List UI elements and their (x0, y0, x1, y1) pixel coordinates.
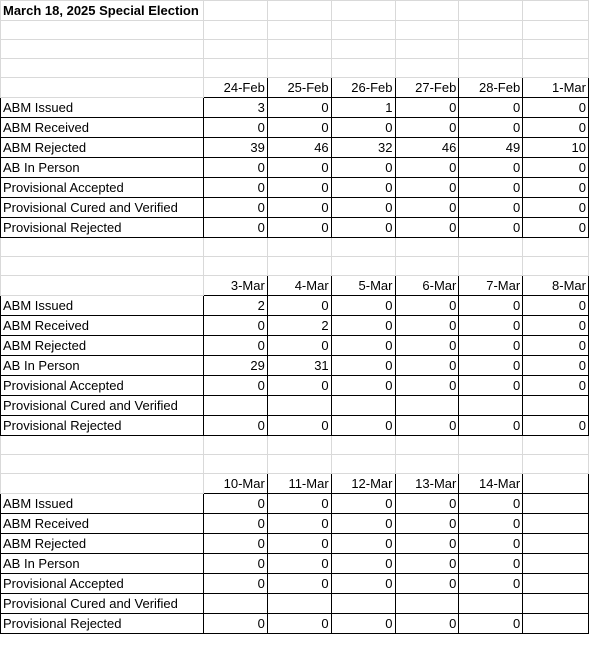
data-row (1, 178, 589, 198)
value-cell[interactable]: 0 (523, 198, 589, 218)
value-cell[interactable]: 0 (331, 336, 395, 356)
value-cell[interactable]: 0 (523, 178, 589, 198)
date-header[interactable]: 28-Feb (459, 78, 523, 98)
empty-cell[interactable] (331, 21, 395, 40)
date-header[interactable]: 12-Mar (331, 474, 395, 494)
value-cell[interactable]: 0 (203, 218, 267, 238)
row-label[interactable]: ABM Received (1, 514, 204, 534)
empty-cell[interactable] (203, 594, 267, 614)
row-label[interactable]: ABM Issued (1, 296, 204, 316)
value-cell[interactable]: 29 (203, 356, 267, 376)
value-cell[interactable]: 0 (395, 198, 459, 218)
blank-row (1, 59, 589, 78)
value-cell[interactable]: 0 (203, 316, 267, 336)
empty-cell[interactable] (1, 238, 204, 257)
value-cell[interactable]: 46 (395, 138, 459, 158)
empty-cell[interactable] (459, 238, 523, 257)
value-cell[interactable]: 0 (395, 356, 459, 376)
empty-cell[interactable] (523, 455, 589, 474)
empty-cell[interactable] (395, 594, 459, 614)
value-cell[interactable]: 0 (267, 534, 331, 554)
value-cell[interactable]: 0 (203, 376, 267, 396)
empty-cell[interactable] (395, 238, 459, 257)
value-cell[interactable]: 0 (331, 316, 395, 336)
value-cell[interactable]: 0 (523, 296, 589, 316)
row-label[interactable]: Provisional Cured and Verified (1, 198, 204, 218)
empty-cell[interactable] (1, 78, 204, 98)
empty-cell[interactable] (331, 40, 395, 59)
data-row (1, 158, 589, 178)
value-cell[interactable]: 0 (459, 534, 523, 554)
value-cell[interactable]: 0 (395, 494, 459, 514)
value-cell[interactable]: 0 (523, 118, 589, 138)
empty-cell[interactable] (331, 396, 395, 416)
data-row (1, 118, 589, 138)
value-cell[interactable]: 0 (459, 198, 523, 218)
date-header-row (1, 78, 589, 98)
empty-cell[interactable] (395, 40, 459, 59)
value-cell[interactable]: 0 (459, 118, 523, 138)
data-row (1, 554, 589, 574)
empty-cell[interactable] (459, 59, 523, 78)
value-cell[interactable]: 0 (267, 158, 331, 178)
value-cell[interactable]: 0 (395, 98, 459, 118)
blank-row (1, 40, 589, 59)
empty-cell[interactable] (459, 21, 523, 40)
empty-cell[interactable] (203, 1, 267, 21)
empty-cell[interactable] (523, 474, 589, 494)
data-row (1, 218, 589, 238)
row-label[interactable]: AB In Person (1, 554, 204, 574)
empty-cell[interactable] (523, 59, 589, 78)
date-header[interactable]: 8-Mar (523, 276, 589, 296)
row-label[interactable]: Provisional Rejected (1, 416, 204, 436)
value-cell[interactable]: 0 (267, 336, 331, 356)
value-cell[interactable]: 0 (331, 218, 395, 238)
data-row (1, 336, 589, 356)
empty-cell[interactable] (523, 594, 589, 614)
empty-cell[interactable] (523, 396, 589, 416)
empty-cell[interactable] (267, 594, 331, 614)
empty-cell[interactable] (395, 436, 459, 455)
value-cell[interactable]: 0 (459, 574, 523, 594)
empty-cell[interactable] (395, 1, 459, 21)
empty-cell[interactable] (459, 455, 523, 474)
value-cell[interactable]: 0 (267, 416, 331, 436)
value-cell[interactable]: 0 (331, 118, 395, 138)
value-cell[interactable]: 0 (395, 554, 459, 574)
empty-cell[interactable] (523, 21, 589, 40)
empty-cell[interactable] (523, 574, 589, 594)
row-label[interactable]: Provisional Cured and Verified (1, 594, 204, 614)
empty-cell[interactable] (203, 257, 267, 276)
empty-cell[interactable] (267, 59, 331, 78)
empty-cell[interactable] (203, 396, 267, 416)
date-header-row (1, 474, 589, 494)
row-label[interactable]: ABM Received (1, 316, 204, 336)
value-cell[interactable]: 0 (395, 574, 459, 594)
data-row (1, 594, 589, 614)
empty-cell[interactable] (459, 1, 523, 21)
row-label[interactable]: ABM Rejected (1, 336, 204, 356)
value-cell[interactable]: 0 (203, 118, 267, 138)
blank-row (1, 21, 589, 40)
row-label[interactable]: AB In Person (1, 356, 204, 376)
empty-cell[interactable] (203, 21, 267, 40)
data-row (1, 296, 589, 316)
empty-cell[interactable] (203, 455, 267, 474)
row-label[interactable]: Provisional Cured and Verified (1, 396, 204, 416)
value-cell[interactable]: 0 (331, 554, 395, 574)
value-cell[interactable]: 0 (331, 356, 395, 376)
value-cell[interactable]: 0 (459, 158, 523, 178)
empty-cell[interactable] (523, 494, 589, 514)
row-label[interactable]: Provisional Rejected (1, 614, 204, 634)
value-cell[interactable]: 31 (267, 356, 331, 376)
date-header[interactable]: 6-Mar (395, 276, 459, 296)
date-header-row (1, 276, 589, 296)
empty-cell[interactable] (523, 534, 589, 554)
value-cell[interactable]: 0 (267, 98, 331, 118)
empty-cell[interactable] (1, 436, 204, 455)
value-cell[interactable]: 0 (203, 178, 267, 198)
data-row (1, 574, 589, 594)
value-cell[interactable]: 0 (267, 178, 331, 198)
value-cell[interactable]: 0 (459, 218, 523, 238)
value-cell[interactable]: 0 (331, 376, 395, 396)
value-cell[interactable]: 0 (459, 416, 523, 436)
value-cell[interactable]: 0 (395, 118, 459, 138)
date-header[interactable]: 26-Feb (331, 78, 395, 98)
value-cell[interactable]: 0 (523, 416, 589, 436)
value-cell[interactable]: 0 (459, 514, 523, 534)
empty-cell[interactable] (395, 455, 459, 474)
empty-cell[interactable] (331, 257, 395, 276)
empty-cell[interactable] (203, 238, 267, 257)
date-header[interactable]: 5-Mar (331, 276, 395, 296)
empty-cell[interactable] (459, 257, 523, 276)
value-cell[interactable]: 0 (203, 158, 267, 178)
empty-cell[interactable] (523, 436, 589, 455)
empty-cell[interactable] (331, 455, 395, 474)
data-row (1, 614, 589, 634)
data-row (1, 514, 589, 534)
row-label[interactable]: AB In Person (1, 158, 204, 178)
value-cell[interactable]: 0 (203, 554, 267, 574)
value-cell[interactable]: 0 (203, 198, 267, 218)
empty-cell[interactable] (1, 21, 204, 40)
date-header[interactable]: 10-Mar (203, 474, 267, 494)
value-cell[interactable]: 0 (459, 494, 523, 514)
title-row (1, 1, 589, 21)
value-cell[interactable]: 0 (331, 198, 395, 218)
value-cell[interactable]: 0 (395, 218, 459, 238)
empty-cell[interactable] (267, 40, 331, 59)
value-cell[interactable]: 0 (331, 614, 395, 634)
value-cell[interactable]: 0 (267, 218, 331, 238)
empty-cell[interactable] (1, 474, 204, 494)
row-label[interactable]: Provisional Rejected (1, 218, 204, 238)
date-header[interactable]: 27-Feb (395, 78, 459, 98)
value-cell[interactable]: 0 (459, 356, 523, 376)
date-header[interactable]: 4-Mar (267, 276, 331, 296)
value-cell[interactable]: 0 (267, 494, 331, 514)
empty-cell[interactable] (1, 257, 204, 276)
empty-cell[interactable] (203, 59, 267, 78)
empty-cell[interactable] (523, 238, 589, 257)
value-cell[interactable]: 0 (523, 316, 589, 336)
value-cell[interactable]: 0 (267, 614, 331, 634)
blank-row (1, 257, 589, 276)
empty-cell[interactable] (523, 40, 589, 59)
empty-cell[interactable] (459, 396, 523, 416)
empty-cell[interactable] (523, 1, 589, 21)
empty-cell[interactable] (267, 238, 331, 257)
empty-cell[interactable] (267, 436, 331, 455)
value-cell[interactable]: 0 (395, 614, 459, 634)
value-cell[interactable]: 0 (203, 614, 267, 634)
value-cell[interactable]: 0 (459, 376, 523, 396)
empty-cell[interactable] (267, 455, 331, 474)
data-row (1, 316, 589, 336)
row-label[interactable]: ABM Rejected (1, 534, 204, 554)
value-cell[interactable]: 3 (203, 98, 267, 118)
empty-cell[interactable] (395, 59, 459, 78)
data-row (1, 494, 589, 514)
blank-row (1, 238, 589, 257)
date-header[interactable]: 25-Feb (267, 78, 331, 98)
value-cell[interactable]: 0 (331, 574, 395, 594)
value-cell[interactable]: 0 (203, 416, 267, 436)
data-row (1, 356, 589, 376)
empty-cell[interactable] (395, 257, 459, 276)
empty-cell[interactable] (523, 514, 589, 534)
value-cell[interactable]: 0 (523, 336, 589, 356)
value-cell[interactable]: 0 (459, 554, 523, 574)
empty-cell[interactable] (459, 594, 523, 614)
empty-cell[interactable] (331, 1, 395, 21)
value-cell[interactable]: 0 (395, 178, 459, 198)
data-row (1, 376, 589, 396)
value-cell[interactable]: 49 (459, 138, 523, 158)
row-label[interactable]: ABM Received (1, 118, 204, 138)
sheet-title[interactable]: March 18, 2025 Special Election (1, 1, 204, 21)
value-cell[interactable]: 0 (331, 296, 395, 316)
empty-cell[interactable] (331, 238, 395, 257)
value-cell[interactable]: 0 (331, 514, 395, 534)
value-cell[interactable]: 0 (459, 316, 523, 336)
value-cell[interactable]: 0 (267, 376, 331, 396)
empty-cell[interactable] (331, 594, 395, 614)
value-cell[interactable]: 10 (523, 138, 589, 158)
empty-cell[interactable] (267, 21, 331, 40)
date-header[interactable]: 13-Mar (395, 474, 459, 494)
value-cell[interactable]: 0 (523, 218, 589, 238)
value-cell[interactable]: 46 (267, 138, 331, 158)
value-cell[interactable]: 0 (267, 118, 331, 138)
value-cell[interactable]: 0 (395, 376, 459, 396)
row-label[interactable]: Provisional Accepted (1, 376, 204, 396)
empty-cell[interactable] (395, 396, 459, 416)
value-cell[interactable]: 32 (331, 138, 395, 158)
value-cell[interactable]: 0 (267, 514, 331, 534)
value-cell[interactable]: 2 (267, 316, 331, 336)
value-cell[interactable]: 0 (395, 534, 459, 554)
data-row (1, 98, 589, 118)
date-header[interactable]: 3-Mar (203, 276, 267, 296)
empty-cell[interactable] (523, 614, 589, 634)
value-cell[interactable]: 0 (203, 534, 267, 554)
value-cell[interactable]: 0 (395, 158, 459, 178)
value-cell[interactable]: 0 (459, 336, 523, 356)
empty-cell[interactable] (267, 396, 331, 416)
data-row (1, 198, 589, 218)
empty-cell[interactable] (523, 257, 589, 276)
value-cell[interactable]: 2 (203, 296, 267, 316)
value-cell[interactable]: 0 (331, 178, 395, 198)
empty-cell[interactable] (267, 257, 331, 276)
value-cell[interactable]: 0 (331, 494, 395, 514)
data-row (1, 534, 589, 554)
value-cell[interactable]: 0 (331, 416, 395, 436)
value-cell[interactable]: 0 (459, 614, 523, 634)
empty-cell[interactable] (1, 276, 204, 296)
value-cell[interactable]: 0 (267, 554, 331, 574)
empty-cell[interactable] (459, 436, 523, 455)
row-label[interactable]: ABM Issued (1, 98, 204, 118)
value-cell[interactable]: 1 (331, 98, 395, 118)
empty-cell[interactable] (1, 59, 204, 78)
empty-cell[interactable] (267, 1, 331, 21)
empty-cell[interactable] (523, 554, 589, 574)
row-label[interactable]: Provisional Accepted (1, 574, 204, 594)
value-cell[interactable]: 0 (203, 574, 267, 594)
value-cell[interactable]: 0 (459, 296, 523, 316)
value-cell[interactable]: 0 (203, 514, 267, 534)
value-cell[interactable]: 0 (459, 178, 523, 198)
date-header[interactable]: 11-Mar (267, 474, 331, 494)
value-cell[interactable]: 0 (331, 158, 395, 178)
value-cell[interactable]: 0 (523, 158, 589, 178)
empty-cell[interactable] (331, 436, 395, 455)
row-label[interactable]: Provisional Accepted (1, 178, 204, 198)
empty-cell[interactable] (203, 436, 267, 455)
value-cell[interactable]: 0 (395, 416, 459, 436)
value-cell[interactable]: 39 (203, 138, 267, 158)
empty-cell[interactable] (395, 21, 459, 40)
value-cell[interactable]: 0 (267, 574, 331, 594)
data-row (1, 416, 589, 436)
empty-cell[interactable] (1, 455, 204, 474)
date-header[interactable]: 7-Mar (459, 276, 523, 296)
value-cell[interactable]: 0 (331, 534, 395, 554)
empty-cell[interactable] (1, 40, 204, 59)
value-cell[interactable]: 0 (395, 316, 459, 336)
value-cell[interactable]: 0 (523, 376, 589, 396)
empty-cell[interactable] (459, 40, 523, 59)
value-cell[interactable]: 0 (395, 514, 459, 534)
value-cell[interactable]: 0 (523, 356, 589, 376)
empty-cell[interactable] (331, 59, 395, 78)
value-cell[interactable]: 0 (267, 296, 331, 316)
value-cell[interactable]: 0 (395, 336, 459, 356)
date-header[interactable]: 24-Feb (203, 78, 267, 98)
data-row (1, 396, 589, 416)
value-cell[interactable]: 0 (203, 336, 267, 356)
value-cell[interactable]: 0 (203, 494, 267, 514)
value-cell[interactable]: 0 (395, 296, 459, 316)
date-header[interactable]: 1-Mar (523, 78, 589, 98)
value-cell[interactable]: 0 (459, 98, 523, 118)
data-row (1, 138, 589, 158)
blank-row (1, 436, 589, 455)
value-cell[interactable]: 0 (523, 98, 589, 118)
row-label[interactable]: ABM Rejected (1, 138, 204, 158)
row-label[interactable]: ABM Issued (1, 494, 204, 514)
blank-row (1, 455, 589, 474)
empty-cell[interactable] (203, 40, 267, 59)
value-cell[interactable]: 0 (267, 198, 331, 218)
date-header[interactable]: 14-Mar (459, 474, 523, 494)
